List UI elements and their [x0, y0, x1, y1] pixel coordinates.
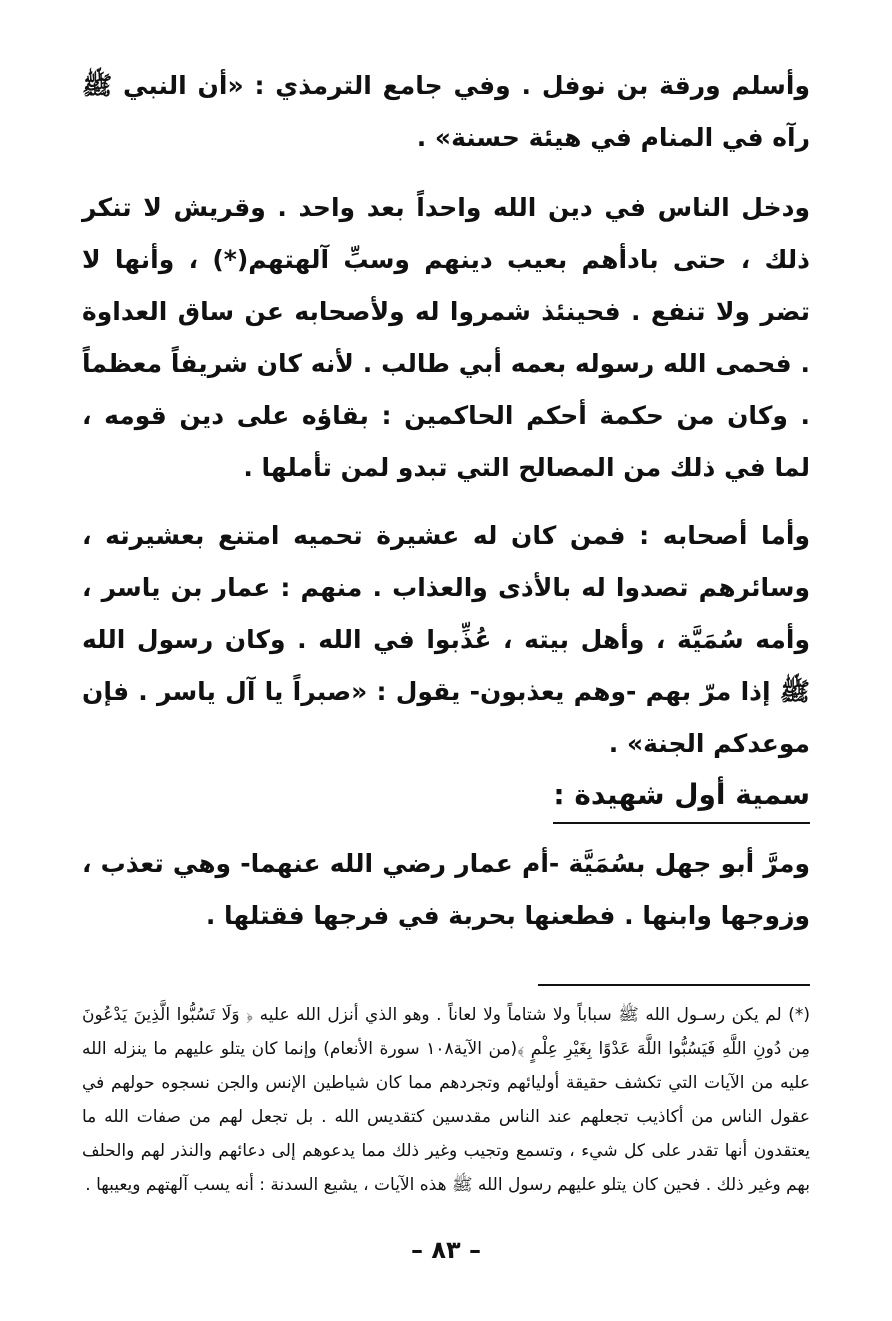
page-number: – ٨٣ –	[410, 1236, 481, 1264]
paragraph-quraysh: ودخل الناس في دين الله واحداً بعد واحد . وقريش لا تنكر ذلك ، حتى بادأهم بعيب دينهم وسبِّ آلهتهم(*) ، وأنها لا تضر ولا تنفع . فحينئذ شمروا له ولأصحابه عن ساق العداوة . فحمى الله رسوله بعمه أبي طالب . لأنه كان شريفاً معظماً . وكان من حكمة أحكم الحاكمين : بقاؤه على دين قومه ، لما في ذلك من المصالح التي تبدو لمن تأملها .	[82, 193, 810, 482]
footnote: (*) لم يكن رسـول الله ﷺ سباباً ولا شتاماً ولا لعاناً . وهو الذي أنزل الله عليه ﴿ وَلَا تَسُبُّوا الَّذِينَ يَدْعُونَ مِن دُونِ اللَّهِ فَيَسُبُّوا اللَّهَ عَدْوًا بِغَيْرِ عِلْمٍ ﴾(من الآية١٠٨ سورة الأنعام) وإنما كان يتلو عليهم ما ينزله الله عليه من الآيات التي تكشف حقيقة أوليائهم وتجردهم مما كان شياطين الإنس والجن نسجوه حولهم في عقول الناس من أكاذيب تجعلهم عند الناس مقدسين كتقديس الله . بل تجعل لهم من صفات الله ما يعتقدون أنها تقدر على كل شيء ، وتسمع وتجيب وغير ذلك مما يدعوهم إلى دعائهم والنذر لهم والحلف بهم وغير ذلك . فحين كان يتلو عليهم رسول الله ﷺ هذه الآيات ، يشيع السدنة : أنه يسب آلهتهم ويعيبها .	[82, 1005, 810, 1195]
section-heading-row	[82, 772, 810, 824]
footnote-separator	[538, 984, 810, 986]
paragraph-companions: وأما أصحابه : فمن كان له عشيرة تحميه امتنع بعشيرته ، وسائرهم تصدوا له بالأذى والعذاب . منهم : عمار بن ياسر ، وأمه سُمَيَّة ، وأهل بيته ، عُذِّبوا في الله . وكان رسول الله ﷺ إذا مرّ بهم -وهم يعذبون- يقول : «صبراً يا آل ياسر . فإن موعدكم الجنة» .	[82, 521, 810, 758]
section-heading: سمية أول شهيدة :	[553, 772, 810, 824]
paragraph-waraqa: وأسلم ورقة بن نوفل . وفي جامع الترمذي : «أن النبي ﷺ رآه في المنام في هيئة حسنة» .	[82, 71, 810, 152]
footnote-separator-wrap	[82, 984, 810, 986]
paragraph-sumayya: ومرَّ أبو جهل بسُمَيَّة -أم عمار رضي الله عنهما- وهي تعذب ، وزوجها وابنها . فطعنها بحربة في فرجها فقتلها .	[82, 849, 810, 930]
